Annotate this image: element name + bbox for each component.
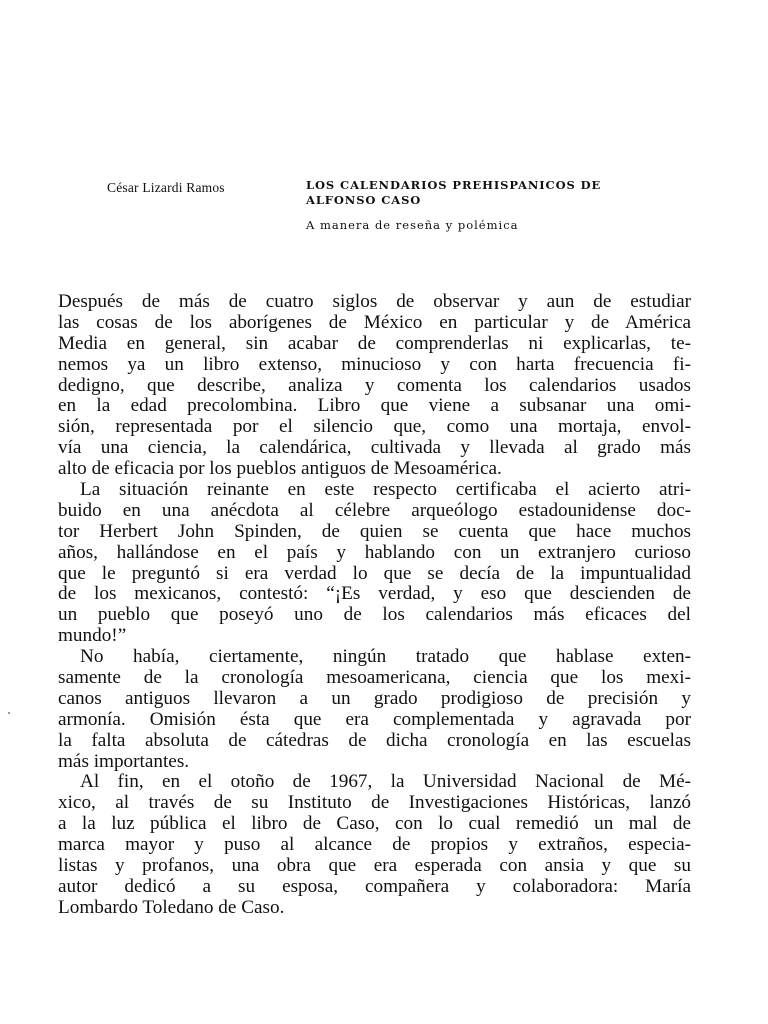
article-title-block (306, 178, 686, 232)
body-line: No había, ciertamente, ningún tratado que hablase exten- (80, 646, 691, 668)
body-line: más importantes. (58, 750, 190, 772)
body-line: xico, al través de su Instituto de Investigaciones Históricas, lanzó (58, 792, 691, 814)
body-line: sión, representada por el silencio que, como una mortaja, envol- (58, 416, 691, 438)
paragraph-3 (58, 647, 691, 772)
body-line: buido en una anécdota al célebre arqueólogo estadounidense doc- (58, 499, 691, 521)
body-line: un pueblo que poseyó uno de los calendarios más eficaces del (58, 604, 691, 626)
body-line: dedigno, que describe, analiza y comenta los calendarios usados (58, 374, 691, 396)
body-line: listas y profanos, una obra que era esperada con ansia y que su (58, 855, 691, 877)
body-line: las cosas de los aborígenes de México en particular y de América (58, 311, 691, 333)
body-line: en la edad precolombina. Libro que viene a subsanar una omi- (58, 395, 691, 417)
paragraph-2 (58, 480, 691, 647)
body-line: de los mexicanos, contestó: “¡Es verdad, y eso que descienden de (58, 583, 691, 605)
body-line: nemos ya un libro extenso, minucioso y con harta frecuencia fi- (58, 353, 691, 375)
body-line: la falta absoluta de cátedras de dicha cronología en las escuelas (58, 729, 691, 751)
body-line: La situación reinante en este respecto certificaba el acierto atri- (80, 479, 691, 501)
body-line: Al fin, en el otoño de 1967, la Universidad Nacional de Mé- (80, 771, 691, 793)
article-subtitle: A manera de reseña y polémica (306, 218, 519, 232)
body-line: canos antiguos llevaron a un grado prodigioso de precisión y (58, 687, 691, 709)
body-line: años, hallándose en el país y hablando con un extranjero curioso (58, 541, 691, 563)
body-line: vía una ciencia, la calendárica, cultivada y llevada al grado más (58, 437, 691, 459)
body-line: armonía. Omisión ésta que era complementada y agravada por (58, 708, 691, 730)
body-line: Después de más de cuatro siglos de observar y aun de estudiar (58, 291, 691, 312)
author-name: César Lizardi Ramos (107, 180, 225, 195)
body-line: a la luz pública el libro de Caso, con lo cual remedió un mal de (58, 813, 691, 835)
body-line: Media en general, sin acabar de comprenderlas ni explicarlas, te- (58, 332, 691, 354)
body-line: alto de eficacia por los pueblos antiguos de Mesoamérica. (58, 458, 502, 480)
body-line: autor dedicó a su esposa, compañera y colaboradora: María (58, 875, 691, 897)
body-line: que le preguntó si era verdad lo que se decía de la impuntualidad (58, 562, 691, 584)
article-body (58, 292, 691, 919)
article-title-line-2: ALFONSO CASO (306, 193, 422, 207)
body-line: Lombardo Toledano de Caso. (58, 896, 285, 918)
paragraph-4 (58, 772, 691, 918)
article-title-line-1: LOS CALENDARIOS PREHISPANICOS DE (306, 178, 602, 192)
scan-speck (8, 712, 10, 714)
body-line: tor Herbert John Spinden, de quien se cuenta que hace muchos (58, 520, 691, 542)
paragraph-1 (58, 292, 691, 480)
body-line: samente de la cronología mesoamericana, ciencia que los mexi- (58, 667, 691, 689)
body-line: mundo!” (58, 625, 127, 647)
body-line: marca mayor y puso al alcance de propios y extraños, especia- (58, 834, 691, 856)
